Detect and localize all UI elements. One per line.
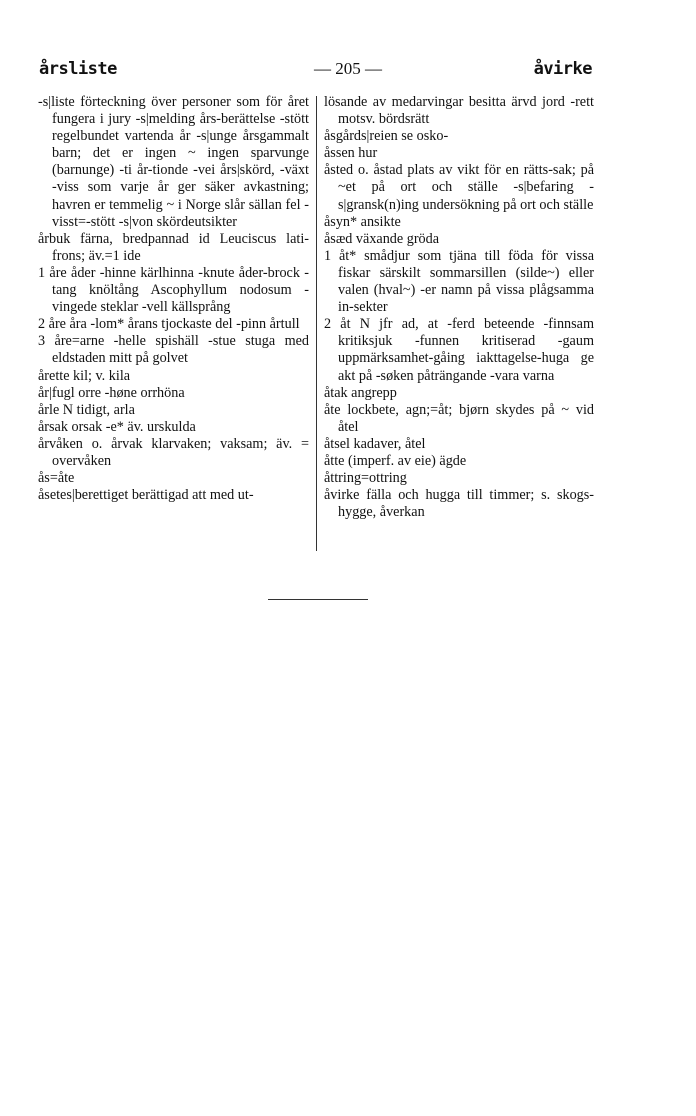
entry: 2 åt N jfr ad, at -ferd beteende -finnsam kritiksjuk -funnen kritiserad -gaum uppmärksamhet-gåing iakttagelse-huga ge akt på -søken påträngande -vara varna [324,316,594,384]
entry: ås=åte [38,470,75,487]
entry: åsgårds|reien se osko- [324,128,449,145]
entry: årette kil; v. kila [38,367,131,384]
entry: åvirke fälla och hugga till timmer; s. skogs-hygge, åverkan [324,487,594,521]
entry: 1 åre åder -hinne kärlhinna -knute åder-brock -tang knöltång Ascophyllum nodosum -vingede steklar -vell källsprång [38,264,309,316]
column-divider [316,96,317,551]
entry: åsæd växande gröda [324,230,440,247]
entry: åte lockbete, agn;=åt; bjørn skydes på ~ vid åtel [324,401,594,435]
entry: åtte (imperf. av eie) ägde [324,452,467,469]
entry: -s|liste förteckning över personer som för året fungera i jury -s|melding års-berättelse -stött regelbundet vartenda år -s|unge årsgammalt barn; det er ingen ~ ingen sparvunge (barnunge) -ti år-tionde -vei års|skörd, -växt -viss som varje år ger säker avkastning; havren er temmelig ~ i Norge slår sällan fel -visst=-stött -s|von skördeutsikter [38,94,309,230]
entry: årbuk färna, bredpannad id Leuciscus lati-frons; äv.=1 ide [38,230,309,264]
entry: 2 åre åra -lom* årans tjockaste del -pinn årtull [38,316,300,333]
entry: årsak orsak -e* äv. urskulda [38,418,196,435]
left-column [38,94,309,504]
running-head-right: åvirke [533,59,592,79]
end-rule [268,599,368,600]
entry: år|fugl orre -høne orrhöna [38,384,185,401]
running-head-left: årsliste [39,59,117,79]
entry: åsyn* ansikte [324,213,401,230]
entry: åtak angrepp [324,384,397,401]
page-number: — 205 — [314,59,382,78]
entry: årvåken o. årvak klarvaken; vaksam; äv. = overvåken [38,435,309,469]
entry: åsetes|berettiget berättigad att med ut- [38,487,254,504]
entry: åssen hur [324,145,378,162]
entry: åttring=ottring [324,470,407,487]
entry: lösande av medarvingar besitta ärvd jord -rett motsv. bördsrätt [324,94,594,128]
entry: 3 åre=arne -helle spishäll -stue stuga med eldstaden mitt på golvet [38,333,309,367]
entry: åtsel kadaver, åtel [324,435,426,452]
entry: åsted o. åstad plats av vikt för en rätts-sak; på ~et på ort och ställe -s|befaring -s|gransk(n)ing undersökning på ort och ställe [324,162,594,213]
entry: årle N tidigt, arla [38,401,135,418]
right-column [324,94,594,521]
entry: 1 åt* smådjur som tjäna till föda för vissa fiskar särskilt sommarsillen (silde~) eller valen (hval~) -er namn på vissa plågsamma in-sekter [324,247,594,316]
